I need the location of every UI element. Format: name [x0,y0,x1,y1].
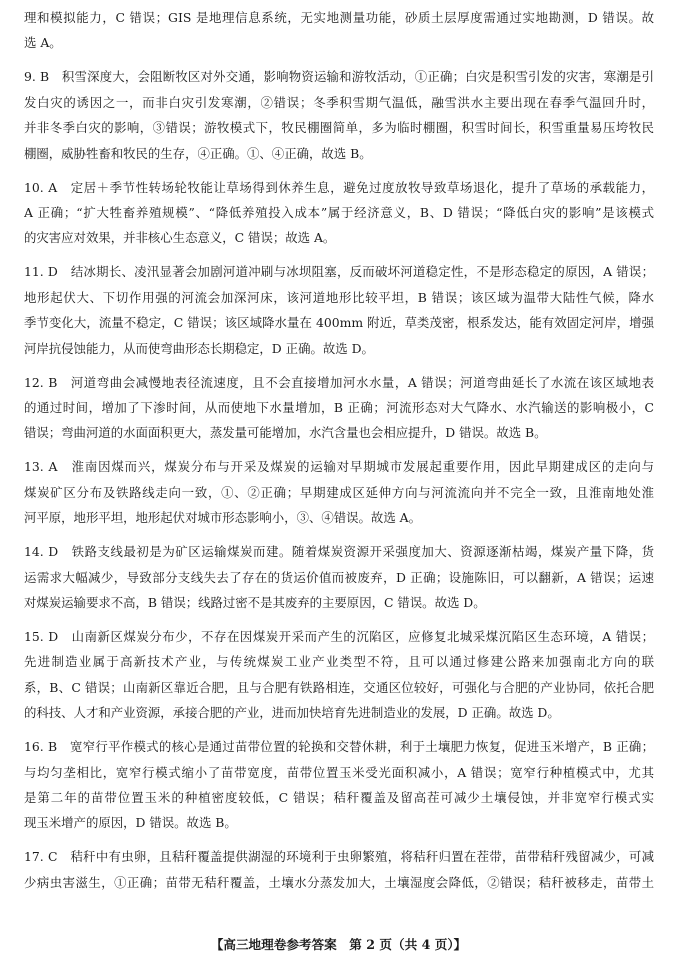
text-line: 17. C 秸秆中有虫卵，且秸秆覆盖提供湖湿的环境利于虫卵繁殖，将秸秆归置在茬带，苗带秸秆残留减少，可减 [24,849,654,865]
text-line: 与均匀垄相比，宽窄行模式缩小了苗带宽度，苗带位置玉米受光面积减小，A 错误；宽窄行种植模式中，尤其 [24,764,654,780]
text-line: 棚圈，威胁牲畜和牧民的生存，④正确。①、④正确，故选 B。 [24,145,372,161]
text-line: 13. A 淮南因煤而兴，煤炭分布与开采及煤炭的运输对早期城市发展起重要作用，因此早期建成区的走向与 [24,459,654,475]
text-line: 河平原，地形平坦，地形起伏对城市形态影响小，③、④错误。故选 A。 [24,510,421,526]
text-line: 的通过时间，增加了下渗时间，从而使地下水量增加，B 正确；河流形态对大气降水、水汽输送的影响极小，C [24,400,654,415]
text-line: 15. D 山南新区煤炭分布少，不存在因煤炭开采而产生的沉陷区，应修复北城采煤沉陷区生态环境，A 错误； [24,629,654,644]
text-line: 先进制造业属于高新技术产业，与传统煤炭工业产业类型不符，且可以通过修建公路来加强南北方向的联 [24,654,654,670]
text-line: 的灾害应对效果，并非核心生态意义，C 错误；故选 A。 [24,230,336,246]
text-line: 并非冬季白灾的影响，③错误；游牧模式下，牧民棚圈简单，多为临时棚圈，积雪时间长，积雪重量易压垮牧民 [24,120,654,136]
text-line: 16. B 宽窄行平作模式的核心是通过苗带位置的轮换和交替休耕，利于土壤肥力恢复，促进玉米增产，B 正确； [24,739,654,755]
text-line: 12. B 河道弯曲会减慢地表径流速度，且不会直接增加河水水量，A 错误；河道弯曲延长了水流在该区域地表 [24,374,654,390]
text-line: 现玉米增产的原因，D 错误。故选 B。 [24,815,237,831]
text-line: 季节变化大，流量不稳定，C 错误；该区域降水量在 400mm 附近，草类茂密，根系发达，能有效固定河岸，增强 [24,315,654,331]
text-line: 煤炭矿区分布及铁路线走向一致，①、②正确；早期建成区延伸方向与河流流向并不完全一致，且淮南地处淮 [24,484,654,500]
text-line: 错误；弯曲河道的水面面积更大，蒸发量可能增加，水汽含量也会相应提升，D 错误。故选 B。 [24,425,547,441]
text-line: 选 A。 [24,35,62,51]
text-line: 9. B 积雪深度大，会阻断牧区对外交通，影响物资运输和游牧活动，①正确；白灾是积雪引发的灾害，寒潮是引 [24,69,654,85]
text-line: 运需求大幅减少，导致部分支线失去了存在的货运价值而被废弃，D 正确；设施陈旧，可以翻新，A 错误；运速 [24,569,654,585]
text-line: 10. A 定居＋季节性转场轮牧能让草场得到休养生息，避免过度放牧导致草场退化，提升了草场的承载能力， [24,179,654,195]
text-line: A 正确；“扩大牲畜养殖规模”、“降低养殖投入成本”属于经济意义，B、D 错误；“降低白灾的影响”是该模式 [24,205,654,220]
text-line: 对煤炭运输要求不高，B 错误；线路过密不是其废弃的主要原因，C 错误。故选 D。 [24,595,486,610]
text-line: 是第二年的苗带位置玉米的种植密度较低，C 错误；秸秆覆盖及留高茬可减少土壤侵蚀，并非宽窄行模式实 [24,790,654,805]
text-line: 11. D 结冰期长、凌汛显著会加剧河道冲刷与冰坝阻塞，反而破坏河道稳定性，不是形态稳定的原因，A 错误； [24,264,654,280]
text-line: 发白灾的诱因之一，而非白灾引发寒潮，②错误；冬季积雪期气温低，融雪洪水主要出现在春季气温回升时， [24,94,654,110]
text-line: 的科技、人才和产业资源，承接合肥的产业，进而加快培育先进制造业的发展，D 正确。故选 D。 [24,705,560,721]
text-line: 系，B、C 错误；山南新区靠近合肥，且与合肥有铁路相连，交通区位较好，可强化与合肥的产业协同，依托合肥 [24,679,654,695]
text-line: 少病虫害滋生，①正确；苗带无秸秆覆盖，土壤水分蒸发加大，土壤湿度会降低，②错误；秸秆被移走，苗带土 [24,874,654,890]
page-footer: 【高三地理卷参考答案 第 2 页（共 4 页）】 [210,937,467,952]
text-line: 14. D 铁路支线最初是为矿区运输煤炭而建。随着煤炭资源开采强度加大、资源逐渐枯竭，煤炭产量下降，货 [24,544,654,560]
text-line: 理和模拟能力，C 错误；GIS 是地理信息系统，无实地测量功能，砂质土层厚度需通过实地勘测，D 错误。故 [24,10,654,25]
text-line: 地形起伏大、下切作用强的河流会加深河床，该河道地形比较平坦，B 错误；该区域为温带大陆性气候，降水 [24,289,654,305]
text-line: 河岸抗侵蚀能力，从而使弯曲形态长期稳定，D 正确。故选 D。 [24,340,374,356]
